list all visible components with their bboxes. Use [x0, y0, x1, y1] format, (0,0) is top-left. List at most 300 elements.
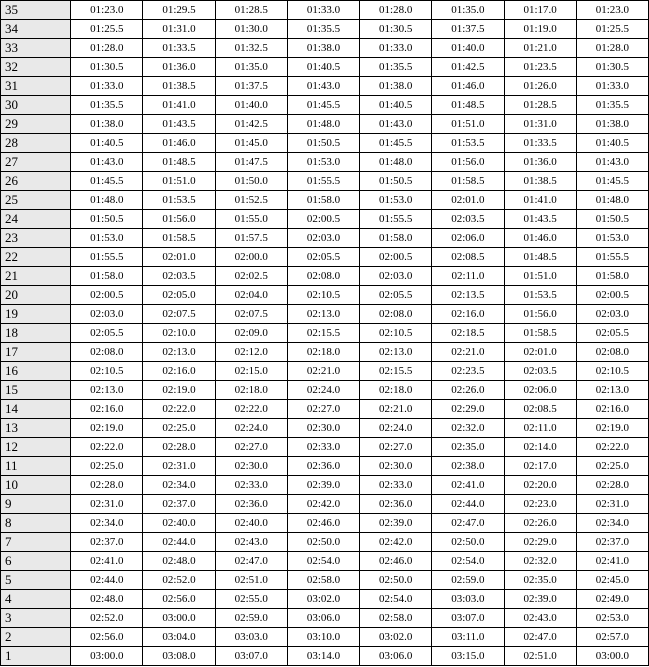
time-cell: 01:33.0 [576, 77, 648, 96]
time-cell: 02:27.0 [360, 438, 432, 457]
table-row [1, 343, 649, 362]
time-cell: 02:13.0 [360, 343, 432, 362]
time-cell: 01:42.5 [215, 115, 287, 134]
time-cell: 01:35.5 [360, 58, 432, 77]
time-cell: 01:38.5 [504, 172, 576, 191]
time-cell: 01:43.0 [71, 153, 143, 172]
time-cell: 02:09.0 [215, 324, 287, 343]
time-cell: 02:58.0 [287, 571, 359, 590]
table-row [1, 248, 649, 267]
row-level-label: 25 [1, 191, 71, 210]
time-cell: 02:17.0 [504, 457, 576, 476]
time-cell: 01:57.5 [215, 229, 287, 248]
time-cell: 01:48.0 [71, 191, 143, 210]
time-cell: 01:37.5 [215, 77, 287, 96]
row-level-label: 17 [1, 343, 71, 362]
time-cell: 01:46.0 [143, 134, 215, 153]
time-cell: 02:54.0 [287, 552, 359, 571]
table-row [1, 153, 649, 172]
time-cell: 02:03.0 [287, 229, 359, 248]
time-cell: 02:00.5 [360, 248, 432, 267]
time-cell: 01:26.0 [504, 77, 576, 96]
time-cell: 02:37.0 [143, 495, 215, 514]
table-row [1, 286, 649, 305]
time-cell: 02:28.0 [143, 438, 215, 457]
time-cell: 01:33.0 [360, 39, 432, 58]
time-cell: 01:30.5 [576, 58, 648, 77]
time-cell: 01:55.5 [360, 210, 432, 229]
time-cell: 02:13.0 [143, 343, 215, 362]
time-cell: 01:58.0 [360, 229, 432, 248]
time-cell: 02:54.0 [432, 552, 504, 571]
table-row [1, 210, 649, 229]
time-cell: 01:53.0 [576, 229, 648, 248]
time-cell: 02:19.0 [71, 419, 143, 438]
time-cell: 02:44.0 [143, 533, 215, 552]
row-level-label: 12 [1, 438, 71, 457]
time-cell: 02:35.0 [504, 571, 576, 590]
time-cell: 01:51.0 [432, 115, 504, 134]
time-cell: 02:10.0 [143, 324, 215, 343]
table-row [1, 39, 649, 58]
table-row [1, 20, 649, 39]
row-level-label: 6 [1, 552, 71, 571]
row-level-label: 15 [1, 381, 71, 400]
time-cell: 02:50.0 [287, 533, 359, 552]
time-cell: 03:04.0 [143, 628, 215, 647]
table-row [1, 590, 649, 609]
time-cell: 02:05.5 [360, 286, 432, 305]
time-cell: 02:16.0 [143, 362, 215, 381]
time-cell: 02:25.0 [143, 419, 215, 438]
time-cell: 03:02.0 [287, 590, 359, 609]
row-level-label: 22 [1, 248, 71, 267]
time-cell: 01:35.5 [71, 96, 143, 115]
time-cell: 02:21.0 [432, 343, 504, 362]
time-cell: 01:31.0 [504, 115, 576, 134]
time-cell: 02:34.0 [576, 514, 648, 533]
time-cell: 01:35.0 [215, 58, 287, 77]
table-row [1, 552, 649, 571]
table-row [1, 495, 649, 514]
time-cell: 02:11.0 [432, 267, 504, 286]
time-cell: 02:18.0 [215, 381, 287, 400]
time-cell: 02:20.0 [504, 476, 576, 495]
time-cell: 01:40.5 [71, 134, 143, 153]
row-level-label: 20 [1, 286, 71, 305]
time-cell: 03:10.0 [287, 628, 359, 647]
time-cell: 03:03.0 [432, 590, 504, 609]
time-cell: 01:41.0 [143, 96, 215, 115]
time-cell: 02:39.0 [360, 514, 432, 533]
time-cell: 01:48.0 [576, 191, 648, 210]
time-cell: 02:15.5 [287, 324, 359, 343]
time-cell: 02:05.5 [71, 324, 143, 343]
table-row [1, 324, 649, 343]
time-cell: 02:34.0 [71, 514, 143, 533]
table-row [1, 77, 649, 96]
time-cell: 02:44.0 [432, 495, 504, 514]
time-cell: 01:42.5 [432, 58, 504, 77]
time-cell: 03:08.0 [143, 647, 215, 666]
table-row [1, 438, 649, 457]
time-cell: 02:07.5 [215, 305, 287, 324]
time-cell: 02:16.0 [71, 400, 143, 419]
time-cell: 02:07.5 [143, 305, 215, 324]
table-row [1, 191, 649, 210]
time-cell: 01:48.0 [287, 115, 359, 134]
time-cell: 01:48.5 [432, 96, 504, 115]
time-cell: 02:10.5 [576, 362, 648, 381]
row-level-label: 8 [1, 514, 71, 533]
time-cell: 02:05.5 [576, 324, 648, 343]
time-cell: 01:43.0 [576, 153, 648, 172]
time-cell: 01:38.5 [143, 77, 215, 96]
time-cell: 02:37.0 [71, 533, 143, 552]
time-cell: 02:00.5 [287, 210, 359, 229]
time-cell: 02:19.0 [576, 419, 648, 438]
time-cell: 02:03.0 [71, 305, 143, 324]
time-cell: 01:45.5 [576, 172, 648, 191]
time-cell: 02:08.0 [287, 267, 359, 286]
time-cell: 03:00.0 [576, 647, 648, 666]
time-cell: 02:49.0 [576, 590, 648, 609]
time-cell: 01:43.0 [287, 77, 359, 96]
row-level-label: 24 [1, 210, 71, 229]
time-cell: 02:03.0 [576, 305, 648, 324]
time-cell: 01:48.5 [504, 248, 576, 267]
time-cell: 01:28.0 [360, 1, 432, 20]
time-cell: 01:38.0 [71, 115, 143, 134]
time-cell: 01:19.0 [504, 20, 576, 39]
row-level-label: 23 [1, 229, 71, 248]
time-cell: 02:47.0 [504, 628, 576, 647]
time-cell: 01:30.0 [215, 20, 287, 39]
time-cell: 02:31.0 [71, 495, 143, 514]
time-cell: 02:52.0 [143, 571, 215, 590]
time-cell: 01:30.5 [360, 20, 432, 39]
time-cell: 01:46.0 [504, 229, 576, 248]
time-cell: 02:03.5 [504, 362, 576, 381]
time-cell: 02:45.0 [576, 571, 648, 590]
time-cell: 02:10.5 [360, 324, 432, 343]
time-cell: 02:01.0 [432, 191, 504, 210]
time-cell: 02:13.0 [576, 381, 648, 400]
table-row [1, 305, 649, 324]
row-level-label: 1 [1, 647, 71, 666]
time-cell: 02:18.5 [432, 324, 504, 343]
time-cell: 02:01.0 [504, 343, 576, 362]
time-cell: 02:27.0 [215, 438, 287, 457]
row-level-label: 31 [1, 77, 71, 96]
time-cell: 01:55.0 [215, 210, 287, 229]
time-cell: 02:15.5 [360, 362, 432, 381]
time-cell: 02:51.0 [504, 647, 576, 666]
row-level-label: 7 [1, 533, 71, 552]
time-cell: 01:38.0 [360, 77, 432, 96]
time-cell: 01:47.5 [215, 153, 287, 172]
time-cell: 02:50.0 [360, 571, 432, 590]
time-cell: 03:11.0 [432, 628, 504, 647]
time-cell: 01:28.5 [504, 96, 576, 115]
time-cell: 01:23.0 [576, 1, 648, 20]
table-row [1, 172, 649, 191]
time-cell: 01:36.0 [504, 153, 576, 172]
time-cell: 02:00.5 [71, 286, 143, 305]
time-cell: 02:31.0 [576, 495, 648, 514]
time-cell: 02:19.0 [143, 381, 215, 400]
time-cell: 02:22.0 [71, 438, 143, 457]
time-cell: 01:56.0 [143, 210, 215, 229]
time-cell: 02:15.0 [215, 362, 287, 381]
time-cell: 01:56.0 [504, 305, 576, 324]
row-level-label: 26 [1, 172, 71, 191]
row-level-label: 13 [1, 419, 71, 438]
time-cell: 02:33.0 [215, 476, 287, 495]
time-cell: 01:36.0 [143, 58, 215, 77]
time-cell: 02:56.0 [143, 590, 215, 609]
time-cell: 03:06.0 [360, 647, 432, 666]
table-row [1, 647, 649, 666]
time-cell: 02:59.0 [215, 609, 287, 628]
time-cell: 02:56.0 [71, 628, 143, 647]
table-row [1, 1, 649, 20]
time-cell: 01:31.0 [143, 20, 215, 39]
table-row [1, 115, 649, 134]
time-cell: 02:13.0 [287, 305, 359, 324]
time-cell: 01:45.5 [287, 96, 359, 115]
time-cell: 01:40.5 [287, 58, 359, 77]
time-cell: 02:08.0 [360, 305, 432, 324]
time-cell: 02:26.0 [504, 514, 576, 533]
time-cell: 01:32.5 [215, 39, 287, 58]
table-row [1, 381, 649, 400]
time-cell: 03:03.0 [215, 628, 287, 647]
time-cell: 02:42.0 [287, 495, 359, 514]
time-cell: 02:36.0 [215, 495, 287, 514]
time-cell: 02:39.0 [287, 476, 359, 495]
table-row [1, 609, 649, 628]
time-cell: 01:52.5 [215, 191, 287, 210]
time-cell: 01:40.5 [576, 134, 648, 153]
time-cell: 02:43.0 [215, 533, 287, 552]
time-cell: 03:07.0 [215, 647, 287, 666]
table-row [1, 96, 649, 115]
time-cell: 01:33.5 [143, 39, 215, 58]
row-level-label: 27 [1, 153, 71, 172]
time-cell: 02:18.0 [360, 381, 432, 400]
time-cell: 02:08.5 [432, 248, 504, 267]
row-level-label: 19 [1, 305, 71, 324]
time-cell: 02:33.0 [360, 476, 432, 495]
time-cell: 03:06.0 [287, 609, 359, 628]
time-cell: 02:29.0 [504, 533, 576, 552]
time-cell: 02:22.0 [215, 400, 287, 419]
table-row [1, 134, 649, 153]
time-cell: 01:40.0 [432, 39, 504, 58]
time-cell: 02:08.0 [71, 343, 143, 362]
time-cell: 02:12.0 [215, 343, 287, 362]
time-cell: 01:33.5 [504, 134, 576, 153]
time-cell: 02:06.0 [432, 229, 504, 248]
time-cell: 01:28.0 [576, 39, 648, 58]
time-cell: 02:16.0 [432, 305, 504, 324]
time-cell: 02:47.0 [432, 514, 504, 533]
time-cell: 02:35.0 [432, 438, 504, 457]
time-cell: 02:08.5 [504, 400, 576, 419]
time-cell: 01:46.0 [432, 77, 504, 96]
time-cell: 02:27.0 [287, 400, 359, 419]
row-level-label: 3 [1, 609, 71, 628]
time-cell: 02:22.0 [143, 400, 215, 419]
time-cell: 01:58.5 [504, 324, 576, 343]
time-cell: 02:30.0 [360, 457, 432, 476]
time-cell: 02:23.5 [432, 362, 504, 381]
time-cell: 03:07.0 [432, 609, 504, 628]
time-cell: 01:58.0 [71, 267, 143, 286]
time-cell: 01:50.0 [215, 172, 287, 191]
time-cell: 01:28.0 [71, 39, 143, 58]
time-cell: 02:40.0 [215, 514, 287, 533]
time-cell: 02:25.0 [576, 457, 648, 476]
time-cell: 03:15.0 [432, 647, 504, 666]
time-cell: 02:33.0 [287, 438, 359, 457]
time-cell: 02:59.0 [432, 571, 504, 590]
time-cell: 01:38.0 [287, 39, 359, 58]
time-cell: 02:41.0 [432, 476, 504, 495]
time-cell: 02:34.0 [143, 476, 215, 495]
time-cell: 01:55.5 [71, 248, 143, 267]
time-cell: 02:08.0 [576, 343, 648, 362]
time-cell: 02:21.0 [287, 362, 359, 381]
time-cell: 01:29.5 [143, 1, 215, 20]
time-cell: 02:32.0 [504, 552, 576, 571]
time-cell: 02:06.0 [504, 381, 576, 400]
time-cell: 02:22.0 [576, 438, 648, 457]
time-cell: 02:40.0 [143, 514, 215, 533]
table-row [1, 514, 649, 533]
time-cell: 01:50.5 [287, 134, 359, 153]
time-cell: 02:31.0 [143, 457, 215, 476]
time-cell: 02:51.0 [215, 571, 287, 590]
time-cell: 02:04.0 [215, 286, 287, 305]
time-cell: 02:28.0 [576, 476, 648, 495]
time-cell: 01:50.5 [576, 210, 648, 229]
row-level-label: 18 [1, 324, 71, 343]
row-level-label: 32 [1, 58, 71, 77]
time-cell: 02:05.5 [287, 248, 359, 267]
time-cell: 01:41.0 [504, 191, 576, 210]
time-cell: 01:55.5 [576, 248, 648, 267]
time-cell: 01:35.5 [287, 20, 359, 39]
row-level-label: 28 [1, 134, 71, 153]
table-row [1, 533, 649, 552]
time-cell: 02:25.0 [71, 457, 143, 476]
row-level-label: 2 [1, 628, 71, 647]
time-cell: 01:37.5 [432, 20, 504, 39]
time-cell: 01:58.0 [576, 267, 648, 286]
table-row [1, 362, 649, 381]
time-cell: 02:03.0 [360, 267, 432, 286]
time-cell: 02:18.0 [287, 343, 359, 362]
time-cell: 01:53.0 [287, 153, 359, 172]
time-cell: 03:14.0 [287, 647, 359, 666]
table-row [1, 457, 649, 476]
time-cell: 02:41.0 [576, 552, 648, 571]
row-level-label: 14 [1, 400, 71, 419]
table-body [1, 1, 649, 666]
time-cell: 01:30.5 [71, 58, 143, 77]
time-cell: 02:00.0 [215, 248, 287, 267]
time-cell: 01:51.0 [504, 267, 576, 286]
row-level-label: 16 [1, 362, 71, 381]
time-cell: 01:53.5 [432, 134, 504, 153]
row-level-label: 5 [1, 571, 71, 590]
table-row [1, 58, 649, 77]
time-cell: 02:28.0 [71, 476, 143, 495]
time-cell: 02:58.0 [360, 609, 432, 628]
time-cell: 02:10.5 [287, 286, 359, 305]
time-cell: 01:43.5 [143, 115, 215, 134]
time-cell: 01:33.0 [71, 77, 143, 96]
time-cell: 02:46.0 [360, 552, 432, 571]
time-cell: 02:11.0 [504, 419, 576, 438]
time-cell: 01:53.5 [504, 286, 576, 305]
time-cell: 01:43.0 [360, 115, 432, 134]
time-cell: 02:13.5 [432, 286, 504, 305]
time-cell: 02:48.0 [71, 590, 143, 609]
time-cell: 02:02.5 [215, 267, 287, 286]
time-cell: 01:55.5 [287, 172, 359, 191]
row-level-label: 4 [1, 590, 71, 609]
time-cell: 01:17.0 [504, 1, 576, 20]
time-cell: 01:40.5 [360, 96, 432, 115]
row-level-label: 35 [1, 1, 71, 20]
time-cell: 01:50.5 [71, 210, 143, 229]
time-cell: 02:44.0 [71, 571, 143, 590]
time-cell: 02:57.0 [576, 628, 648, 647]
time-cell: 02:43.0 [504, 609, 576, 628]
time-cell: 02:54.0 [360, 590, 432, 609]
time-cell: 01:58.5 [432, 172, 504, 191]
row-level-label: 34 [1, 20, 71, 39]
time-cell: 02:38.0 [432, 457, 504, 476]
time-cell: 01:45.0 [215, 134, 287, 153]
time-cell: 02:21.0 [360, 400, 432, 419]
time-cell: 01:58.0 [287, 191, 359, 210]
time-cell: 01:21.0 [504, 39, 576, 58]
time-cell: 01:53.0 [360, 191, 432, 210]
time-cell: 02:37.0 [576, 533, 648, 552]
table-row [1, 476, 649, 495]
time-cell: 02:03.5 [432, 210, 504, 229]
time-cell: 02:26.0 [432, 381, 504, 400]
row-level-label: 30 [1, 96, 71, 115]
time-cell: 02:32.0 [432, 419, 504, 438]
time-cell: 01:25.5 [71, 20, 143, 39]
time-cell: 02:24.0 [215, 419, 287, 438]
time-cell: 02:24.0 [287, 381, 359, 400]
time-cell: 01:53.5 [143, 191, 215, 210]
time-cell: 01:23.5 [504, 58, 576, 77]
row-level-label: 29 [1, 115, 71, 134]
time-cell: 02:42.0 [360, 533, 432, 552]
time-cell: 01:48.5 [143, 153, 215, 172]
time-cell: 02:24.0 [360, 419, 432, 438]
time-cell: 02:52.0 [71, 609, 143, 628]
time-cell: 01:43.5 [504, 210, 576, 229]
time-cell: 01:25.5 [576, 20, 648, 39]
